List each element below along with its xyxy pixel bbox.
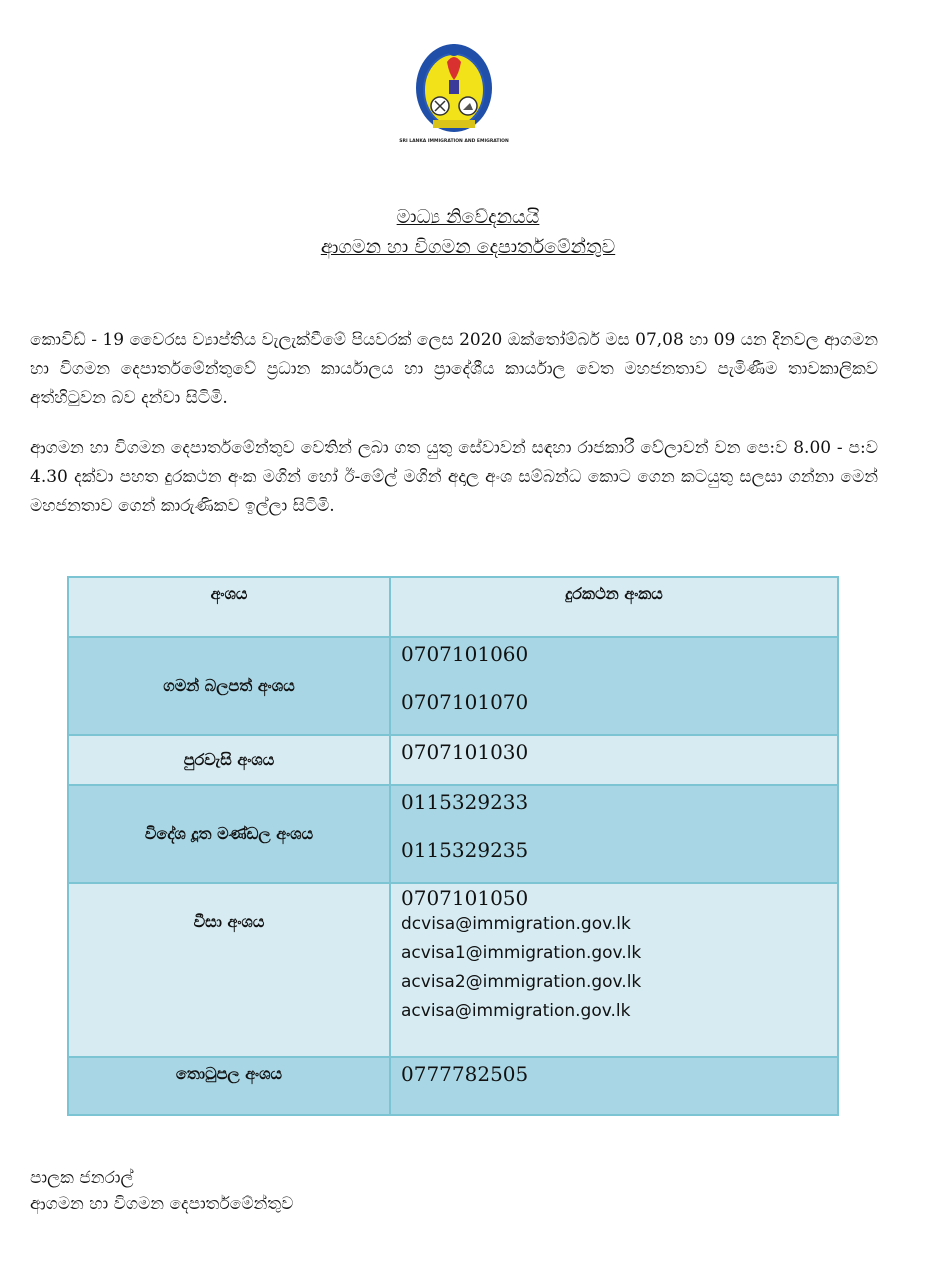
phone-number: 0707101050 — [401, 886, 529, 910]
phone-number: 0115329233 — [401, 790, 529, 814]
division-cell: වීසා අංශය — [68, 883, 390, 1057]
email-address[interactable]: dcvisa@immigration.gov.lk — [401, 914, 631, 934]
signatory-title: පාලක ජනරාල් — [30, 1168, 134, 1188]
division-cell: විදේශ දූත මණ්ඩල අංශය — [68, 785, 390, 883]
table-row — [68, 735, 838, 785]
phone-cell — [390, 785, 838, 883]
document-title: මාධ්‍ය නිවේදනයයි — [396, 206, 540, 228]
table-row — [68, 637, 838, 735]
notice-paragraph-2: ආගමන හා විගමන දෙපාර්තමේන්තුව වෙතින් ලබා ගත යුතු සේවාවන් සඳහා රාජකාරී වේලාවන් වන පෙ:ව 8.00 - ප:ව 4.30 දක්වා පහත දුරකථන අංක මගින් හෝ ඊ-මේල් මගින් අදාල අංශ සම්බන්ධ කොට ගෙන කටයුතු සලසා ගන්නා මෙන් මහජනතාව ගෙන් කාරුණිකව ඉල්ලා සිටිමි. — [30, 438, 878, 516]
table-row — [68, 883, 838, 1057]
division-cell: ගමන් බලපත් අංශය — [68, 637, 390, 735]
phone-number: 0707101030 — [401, 740, 529, 764]
phone-number: 0707101070 — [401, 690, 529, 714]
division-cell: තොටුපල අංශය — [68, 1057, 390, 1115]
contact-table — [67, 576, 839, 1116]
phone-cell — [390, 735, 838, 785]
division-cell: පුරවැසි අංශය — [68, 735, 390, 785]
phone-cell — [390, 1057, 838, 1115]
table-row — [68, 1057, 838, 1115]
phone-cell — [390, 637, 838, 735]
emblem-caption: SRI LANKA IMMIGRATION AND EMIGRATION — [399, 139, 509, 144]
phone-cell — [390, 883, 838, 1057]
email-address[interactable]: acvisa@immigration.gov.lk — [401, 1001, 631, 1021]
email-address[interactable]: acvisa2@immigration.gov.lk — [401, 972, 642, 992]
column-header-division: අංශය — [68, 577, 390, 637]
phone-number: 0707101060 — [401, 642, 529, 666]
email-address[interactable]: acvisa1@immigration.gov.lk — [401, 943, 642, 963]
phone-number: 0115329235 — [401, 838, 529, 862]
table-header-row — [68, 577, 838, 637]
department-name-heading: ආගමන හා විගමන දෙපාර්තමේන්තුව — [320, 236, 616, 258]
signatory-department: ආගමන හා විගමන දෙපාර්තමේන්තුව — [30, 1194, 294, 1214]
notice-paragraph-1: කොවිඩ් - 19 වෛරස ව්‍යාප්තිය වැලැක්වීමේ පියවරක් ලෙස 2020 ඔක්තෝම්බර් මස 07,08 හා 09 යන දිනවල ආගමන හා විගමන දෙපාර්තමේන්තුවේ ප්‍රධාන කාර්යාලය හා ප්‍රාදේශීය කාර්යාල වෙත මහජනතාව පැමිණීම තාවකාලිකව අත්හිටුවන බව දන්වා සිටිමි. — [30, 330, 878, 408]
table-row — [68, 785, 838, 883]
column-header-phone: දුරකථන අංකය — [390, 577, 838, 637]
phone-number: 0777782505 — [401, 1062, 529, 1086]
department-emblem-logo — [399, 40, 509, 156]
